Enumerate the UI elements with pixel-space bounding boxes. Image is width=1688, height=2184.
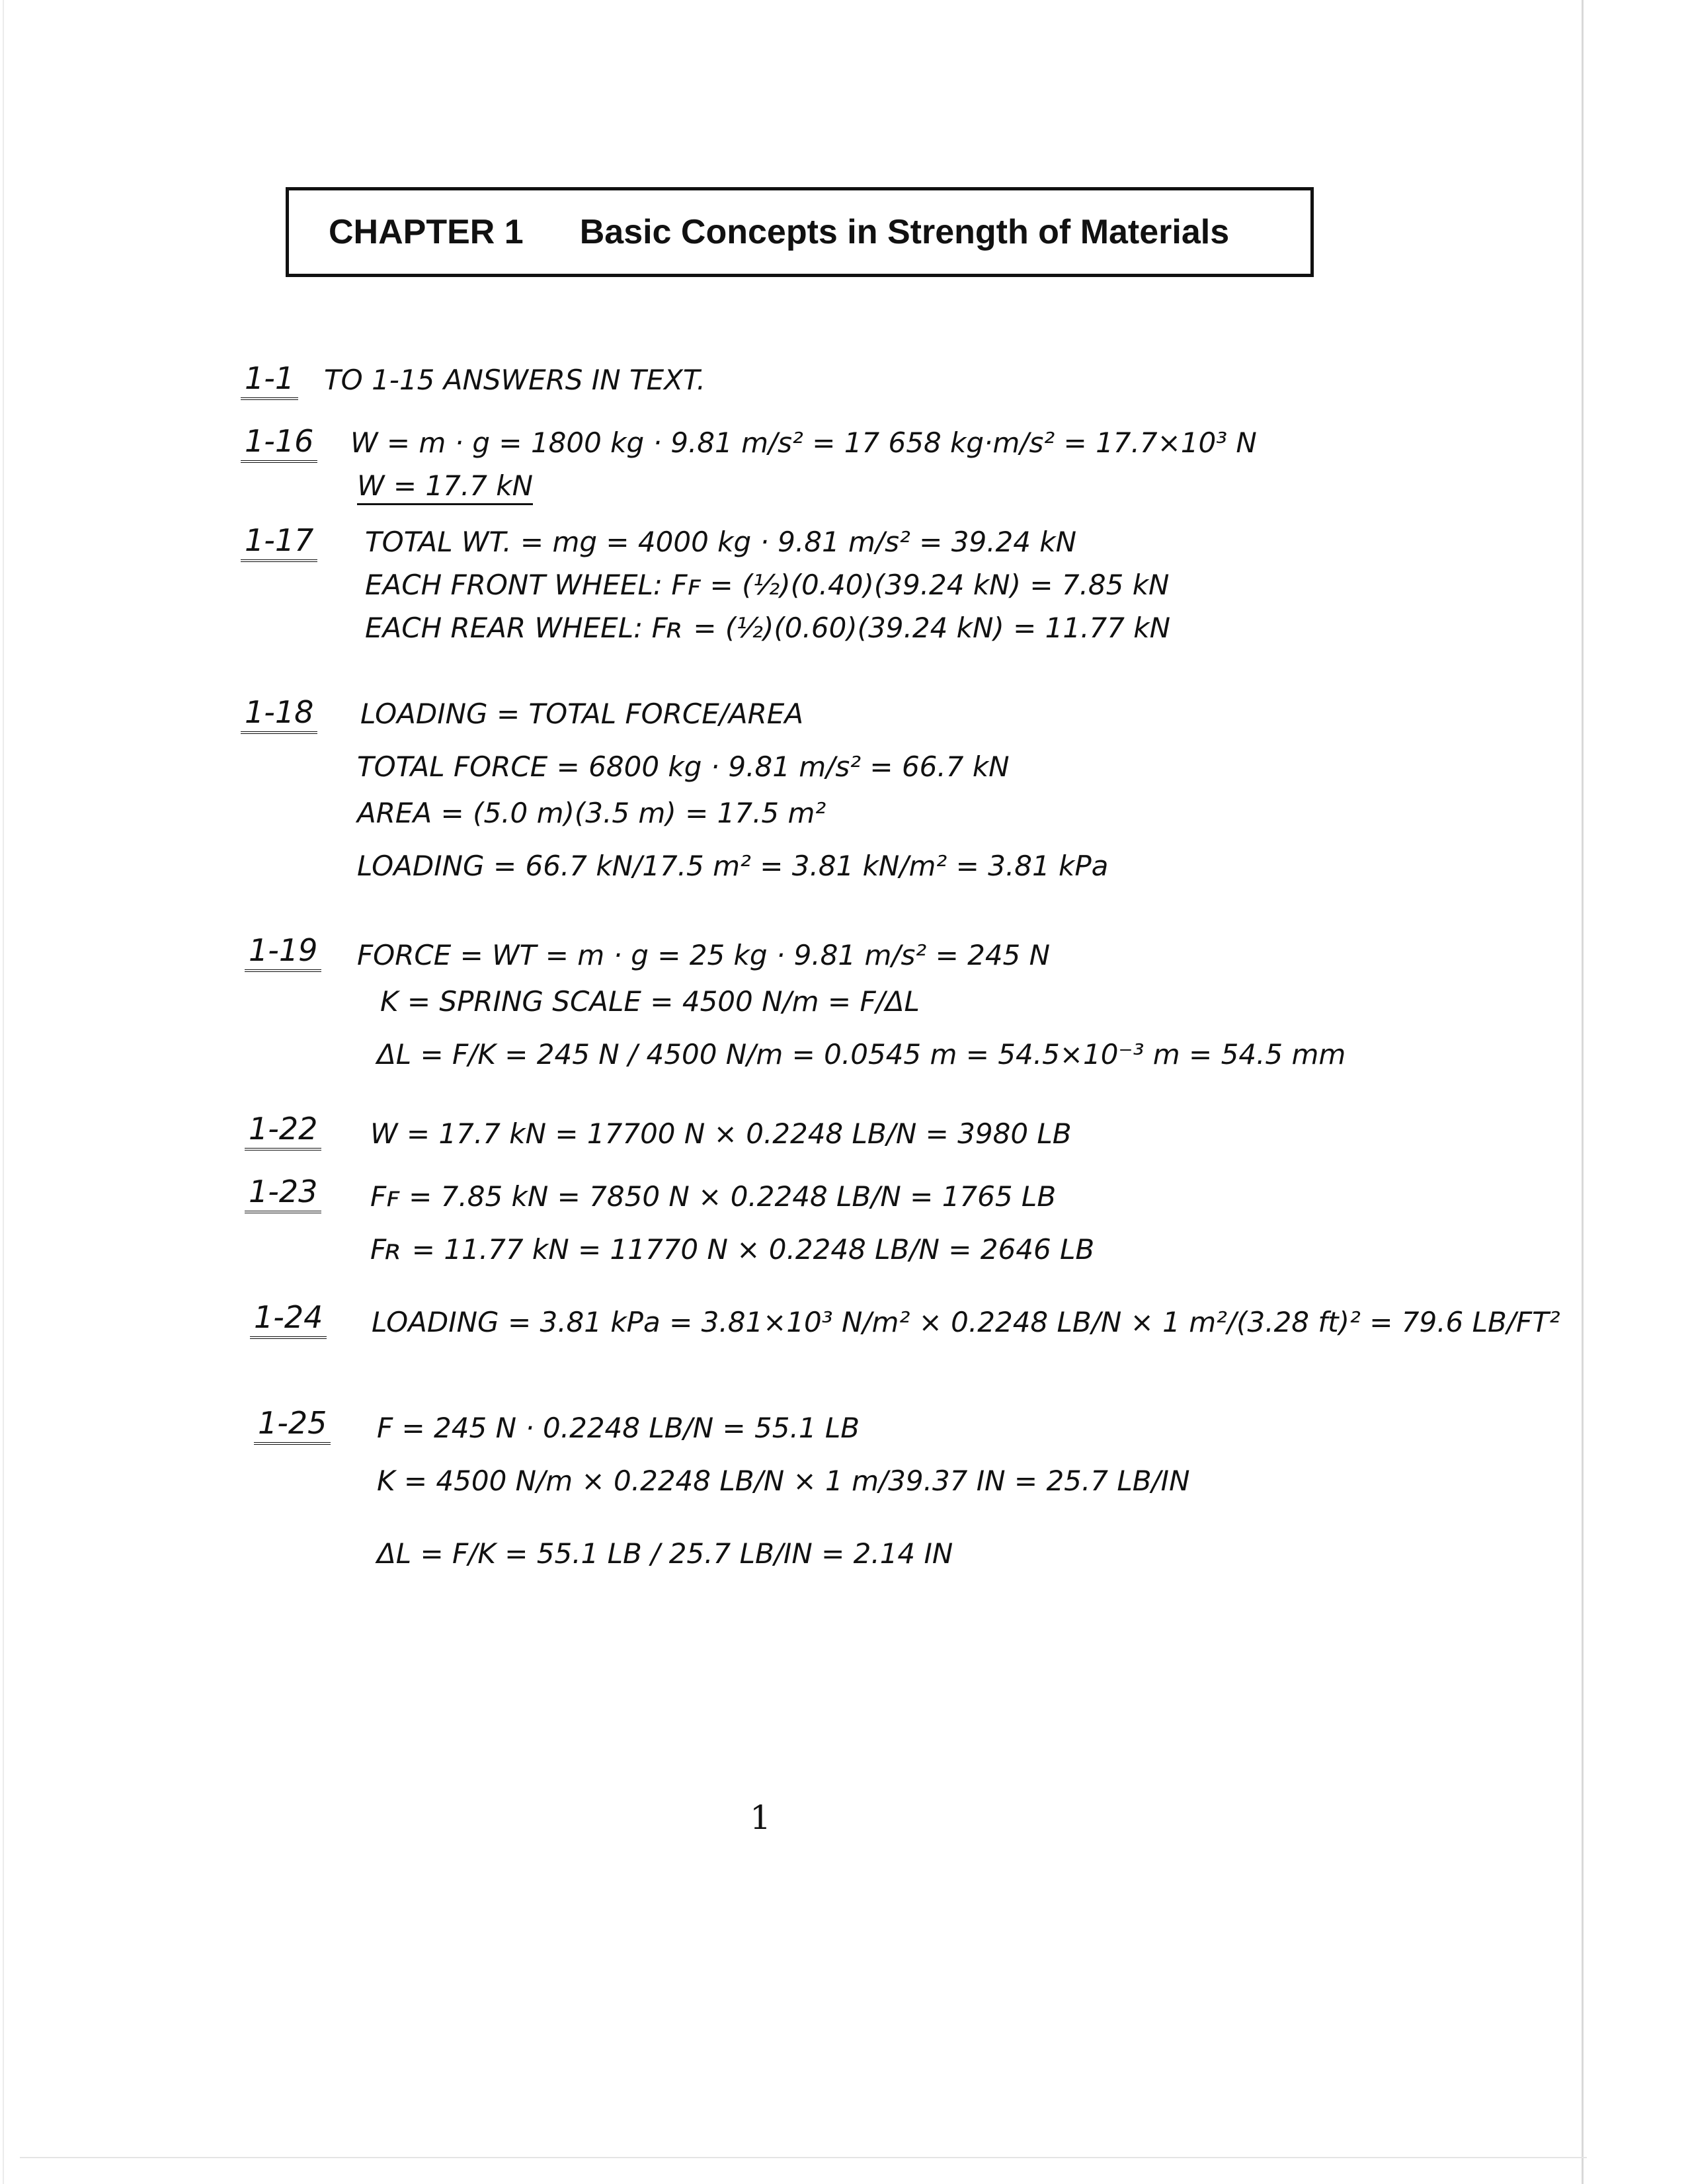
solution-line: EACH FRONT WHEEL: Fꜰ = (½)(0.40)(39.24 kN) = 7.85 kN (365, 569, 1170, 601)
problem-label: 1-23 (245, 1174, 321, 1213)
problem-label: 1-24 (250, 1299, 327, 1339)
solution-line: F = 245 N · 0.2248 LB/N = 55.1 LB (377, 1412, 860, 1444)
solution-line: TO 1-15 ANSWERS IN TEXT. (324, 364, 705, 396)
solution-line: TOTAL FORCE = 6800 kg · 9.81 m/s² = 66.7 kN (357, 750, 1010, 783)
solution-line: Fꜰ = 7.85 kN = 7850 N × 0.2248 LB/N = 1765 LB (370, 1180, 1057, 1213)
solution-line: ΔL = F/K = 245 N / 4500 N/m = 0.0545 m = 54.5×10⁻³ m = 54.5 mm (377, 1038, 1346, 1071)
problem-label: 1-16 (241, 423, 317, 463)
problem-label: 1-1 (241, 360, 298, 400)
problem-label: 1-17 (241, 522, 317, 562)
solution-line: K = 4500 N/m × 0.2248 LB/N × 1 m/39.37 IN = 25.7 LB/IN (377, 1465, 1190, 1497)
scan-edge-right (1582, 0, 1584, 2184)
solution-line: LOADING = TOTAL FORCE/AREA (360, 698, 804, 730)
solution-line: Fʀ = 11.77 kN = 11770 N × 0.2248 LB/N = 2646 LB (370, 1233, 1095, 1266)
problem-label: 1-25 (254, 1405, 331, 1445)
solution-line: LOADING = 3.81 kPa = 3.81×10³ N/m² × 0.2248 LB/N × 1 m²/(3.28 ft)² = 79.6 LB/FT² (372, 1306, 1560, 1338)
chapter-header-box (286, 187, 1314, 277)
solution-line: ΔL = F/K = 55.1 LB / 25.7 LB/IN = 2.14 IN (377, 1537, 953, 1570)
solution-line: TOTAL WT. = mg = 4000 kg · 9.81 m/s² = 39.24 kN (365, 526, 1077, 558)
solution-line: FORCE = WT = m · g = 25 kg · 9.81 m/s² = 245 N (357, 939, 1051, 971)
solution-line: W = m · g = 1800 kg · 9.81 m/s² = 17 658 kg·m/s² = 17.7×10³ N (350, 426, 1257, 459)
solution-line: LOADING = 66.7 kN/17.5 m² = 3.81 kN/m² = 3.81 kPa (357, 850, 1109, 882)
problem-label: 1-19 (245, 932, 321, 972)
page-number: 1 (750, 1799, 771, 1837)
solution-line: EACH REAR WHEEL: Fʀ = (½)(0.60)(39.24 kN) = 11.77 kN (365, 612, 1170, 644)
chapter-title: Basic Concepts in Strength of Materials (579, 213, 1230, 251)
scan-edge-bottom (20, 2157, 1587, 2158)
solution-result: W = 17.7 kN (357, 469, 533, 502)
solution-line: K = SPRING SCALE = 4500 N/m = F/ΔL (380, 985, 920, 1018)
problem-label: 1-22 (245, 1111, 321, 1151)
solution-line: W = 17.7 kN = 17700 N × 0.2248 LB/N = 3980 LB (370, 1117, 1072, 1150)
problem-label: 1-18 (241, 694, 317, 734)
solution-line: AREA = (5.0 m)(3.5 m) = 17.5 m² (357, 797, 826, 829)
scan-edge-left (3, 0, 4, 2184)
chapter-number: CHAPTER 1 (329, 213, 524, 251)
